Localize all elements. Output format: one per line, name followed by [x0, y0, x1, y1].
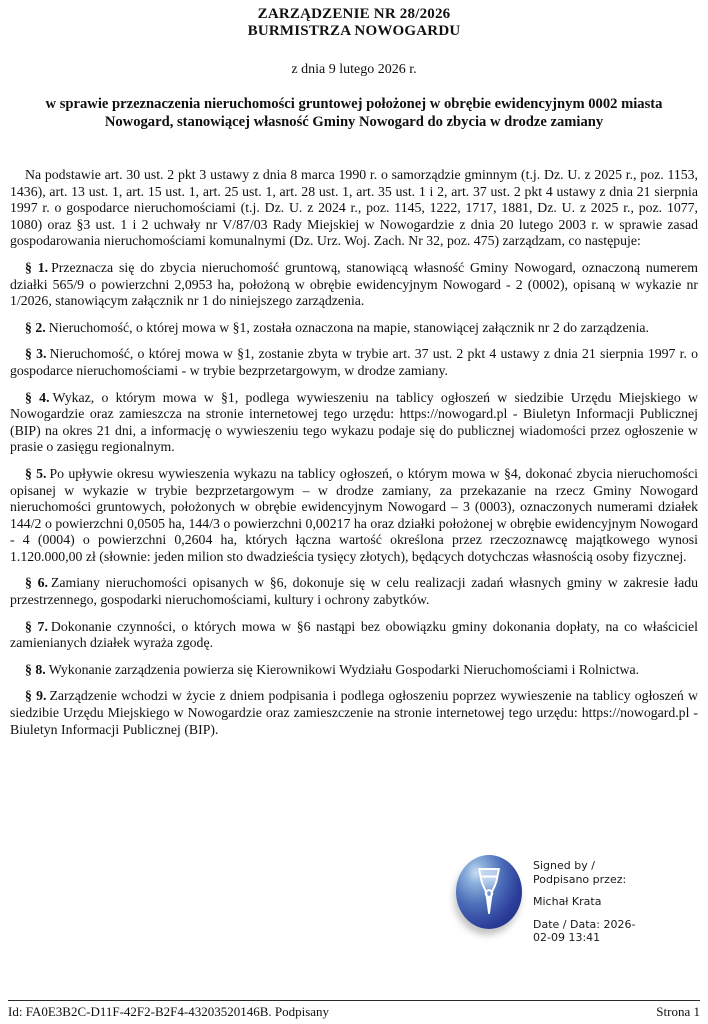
section-paragraph-9: [10, 688, 698, 738]
preamble-paragraph: Na podstawie art. 30 ust. 2 pkt 3 ustawy z dnia 8 marca 1990 r. o samorządzie gminnym (t.j. Dz. U. z 2025 r., poz. 1153, 1436), art. 13 ust. 1, art. 15 ust. 1, art. 25 ust. 1, art. 28 ust. 1, art. 35 ust. 1 i 2, art. 37 ust. 2 pkt 4 ustawy z dnia 21 sierpnia 1997 r. o gospodarce nieruchomościami (t.j. Dz. U. z 2024 r., poz. 1145, 1222, 1717, 1881, Dz. U. z 2025 r., poz. 1077, 1080) oraz §3 ust. 1 i 2 uchwały nr V/87/03 Rady Miejskiej w Nowogardzie z dnia 20 lutego 2003 r. w sprawie zasad gospodarowania nieruchomościami komunalnymi (Dz. Urz. Woj. Zach. Nr 32, poz. 475) zarządzam, co następuje:: [10, 167, 698, 249]
section-paragraph-7: [10, 619, 698, 652]
section-paragraph-5: [10, 466, 698, 566]
pen-nib-signature-icon: [456, 855, 522, 929]
section-marker-2: § 2.: [25, 319, 46, 335]
section-marker-1: § 1.: [25, 259, 49, 275]
document-id-text: Id: FA0E3B2C-D11F-42F2-B2F4-43203520146B. Podpisany: [8, 1004, 330, 1019]
section-text-3: Nieruchomość, o której mowa w §1, zostanie zbyta w trybie art. 37 ust. 2 pkt 4 ustawy z dnia 21 sierpnia 1997 r. o gospodarce nieruchomościami - w trybie bezprzetargowym, w drodze zamiany.: [10, 346, 698, 378]
section-text-7: Dokonanie czynności, o których mowa w §6 nastąpi bez obowiązku gminy dokonania dopłaty, na co właściciel zamienianych działek wyraża zgodę.: [10, 618, 698, 651]
section-text-5: Po upływie okresu wywieszenia wykazu na tablicy ogłoszeń, o którym mowa w §4, dokonać zbycia nieruchomości opisanej w wykazie w trybie bezprzetargowym – w drodze zamiany, za przekazanie na rzecz Gminy Nowogard nieruchomości gruntowych, położonych w obrębie ewidencyjnym Nowogard – 3 (0003), oznaczonych numerami działek 144/2 o powierzchni 0,0505 ha, 144/3 o powierzchni 0,00217 ha oraz działki położonej w obrębie ewidencyjnym Nowogard - 4 (0004) o powierzchni 0,2604 ha, których łączna wartość określona przez rzeczoznawcę majątkowego wynosi 1.120.000,00 zł (słownie: jeden milion sto dwadzieścia tysięcy złotych), będących dotychczas własnością osoby fizycznej.: [10, 465, 698, 564]
document-body: [0, 167, 708, 738]
signature-block: [456, 855, 635, 945]
section-marker-7: § 7.: [25, 618, 48, 634]
section-text-4: Wykaz, o którym mowa w §1, podlega wywieszeniu na tablicy ogłoszeń w siedzibie Urzędu Miejskiego w Nowogardzie oraz zamieszcza na stronie internetowej tego urzędu: https://nowogard.pl - Biuletyn Informacji Publicznej (BIP) na okres 21 dni, a informację o wywieszeniu tego wykazu podaje się do publicznej wiadomości przez ogłoszenie w prasie o zasięgu regionalnym.: [10, 389, 698, 455]
section-text-9: Zarządzenie wchodzi w życie z dniem podpisania i podlega ogłoszeniu poprzez wywieszenie na tablicy ogłoszeń w siedzibie Urzędu Miejskiego w Nowogardzie oraz zamieszczenie na stronie internetowej tego urzędu: https://nowogard.pl - Biuletyn Informacji Publicznej (BIP).: [10, 688, 698, 737]
section-text-2: Nieruchomość, o której mowa w §1, została oznaczona na mapie, stanowiącej załącznik nr 2 do zarządzenia.: [48, 319, 649, 335]
document-date: z dnia 9 lutego 2026 r.: [291, 62, 417, 77]
signature-date-line2: 02-09 13:41: [533, 931, 601, 944]
section-text-8: Wykonanie zarządzenia powierza się Kierownikowi Wydziału Gospodarki Nieruchomościami i Rolnictwa.: [48, 661, 640, 677]
signed-by-line2: Podpisano przez:: [533, 872, 627, 886]
section-marker-5: § 5.: [25, 465, 47, 481]
section-marker-9: § 9.: [25, 688, 47, 704]
signed-by-line1: Signed by /: [533, 859, 595, 872]
signature-date-line1: Date / Data: 2026-: [533, 917, 636, 931]
section-paragraph-6: [10, 575, 698, 608]
section-marker-6: § 6.: [25, 575, 48, 591]
section-paragraph-2: [10, 320, 698, 337]
section-marker-4: § 4.: [25, 389, 50, 405]
section-paragraph-3: [10, 346, 698, 379]
document-title-line2: BURMISTRZA NOWOGARDU: [247, 23, 461, 39]
document-header: [0, 0, 708, 131]
section-text-6: Zamiany nieruchomości opisanych w §6, dokonuje się w celu realizacji zadań własnych gminy w zakresie ładu przestrzennego, gospodarki nieruchomościami, kultury i ochrony zabytków.: [10, 575, 698, 608]
section-paragraph-1: [10, 260, 698, 310]
section-paragraph-4: [10, 390, 698, 456]
section-text-1: Przeznacza się do zbycia nieruchomość gruntową, stanowiącą własność Gminy Nowogard, oznaczoną numerem działki 565/9 o powierzchni 2,0953 ha, położoną w obrębie ewidencyjnym Nowogard - 2 (0002), opisaną w wykazie nr 1/2026, stanowiącym załącznik nr 1 do niniejszego zarządzenia.: [10, 259, 698, 309]
page-number: Strona 1: [656, 1004, 700, 1019]
section-marker-3: § 3.: [25, 346, 47, 362]
section-marker-8: § 8.: [25, 661, 46, 677]
document-subject: w sprawie przeznaczenia nieruchomości gruntowej położonej w obrębie ewidencyjnym 0002 miasta Nowogard, stanowiącej własność Gminy Nowogard do zbycia w drodze zamiany: [45, 96, 663, 130]
signature-text: [533, 855, 635, 945]
section-paragraph-8: [10, 662, 698, 679]
document-title-line1: ZARZĄDZENIE NR 28/2026: [257, 6, 451, 22]
document-footer: [8, 1000, 700, 1019]
signer-name: Michał Krata: [533, 895, 602, 908]
